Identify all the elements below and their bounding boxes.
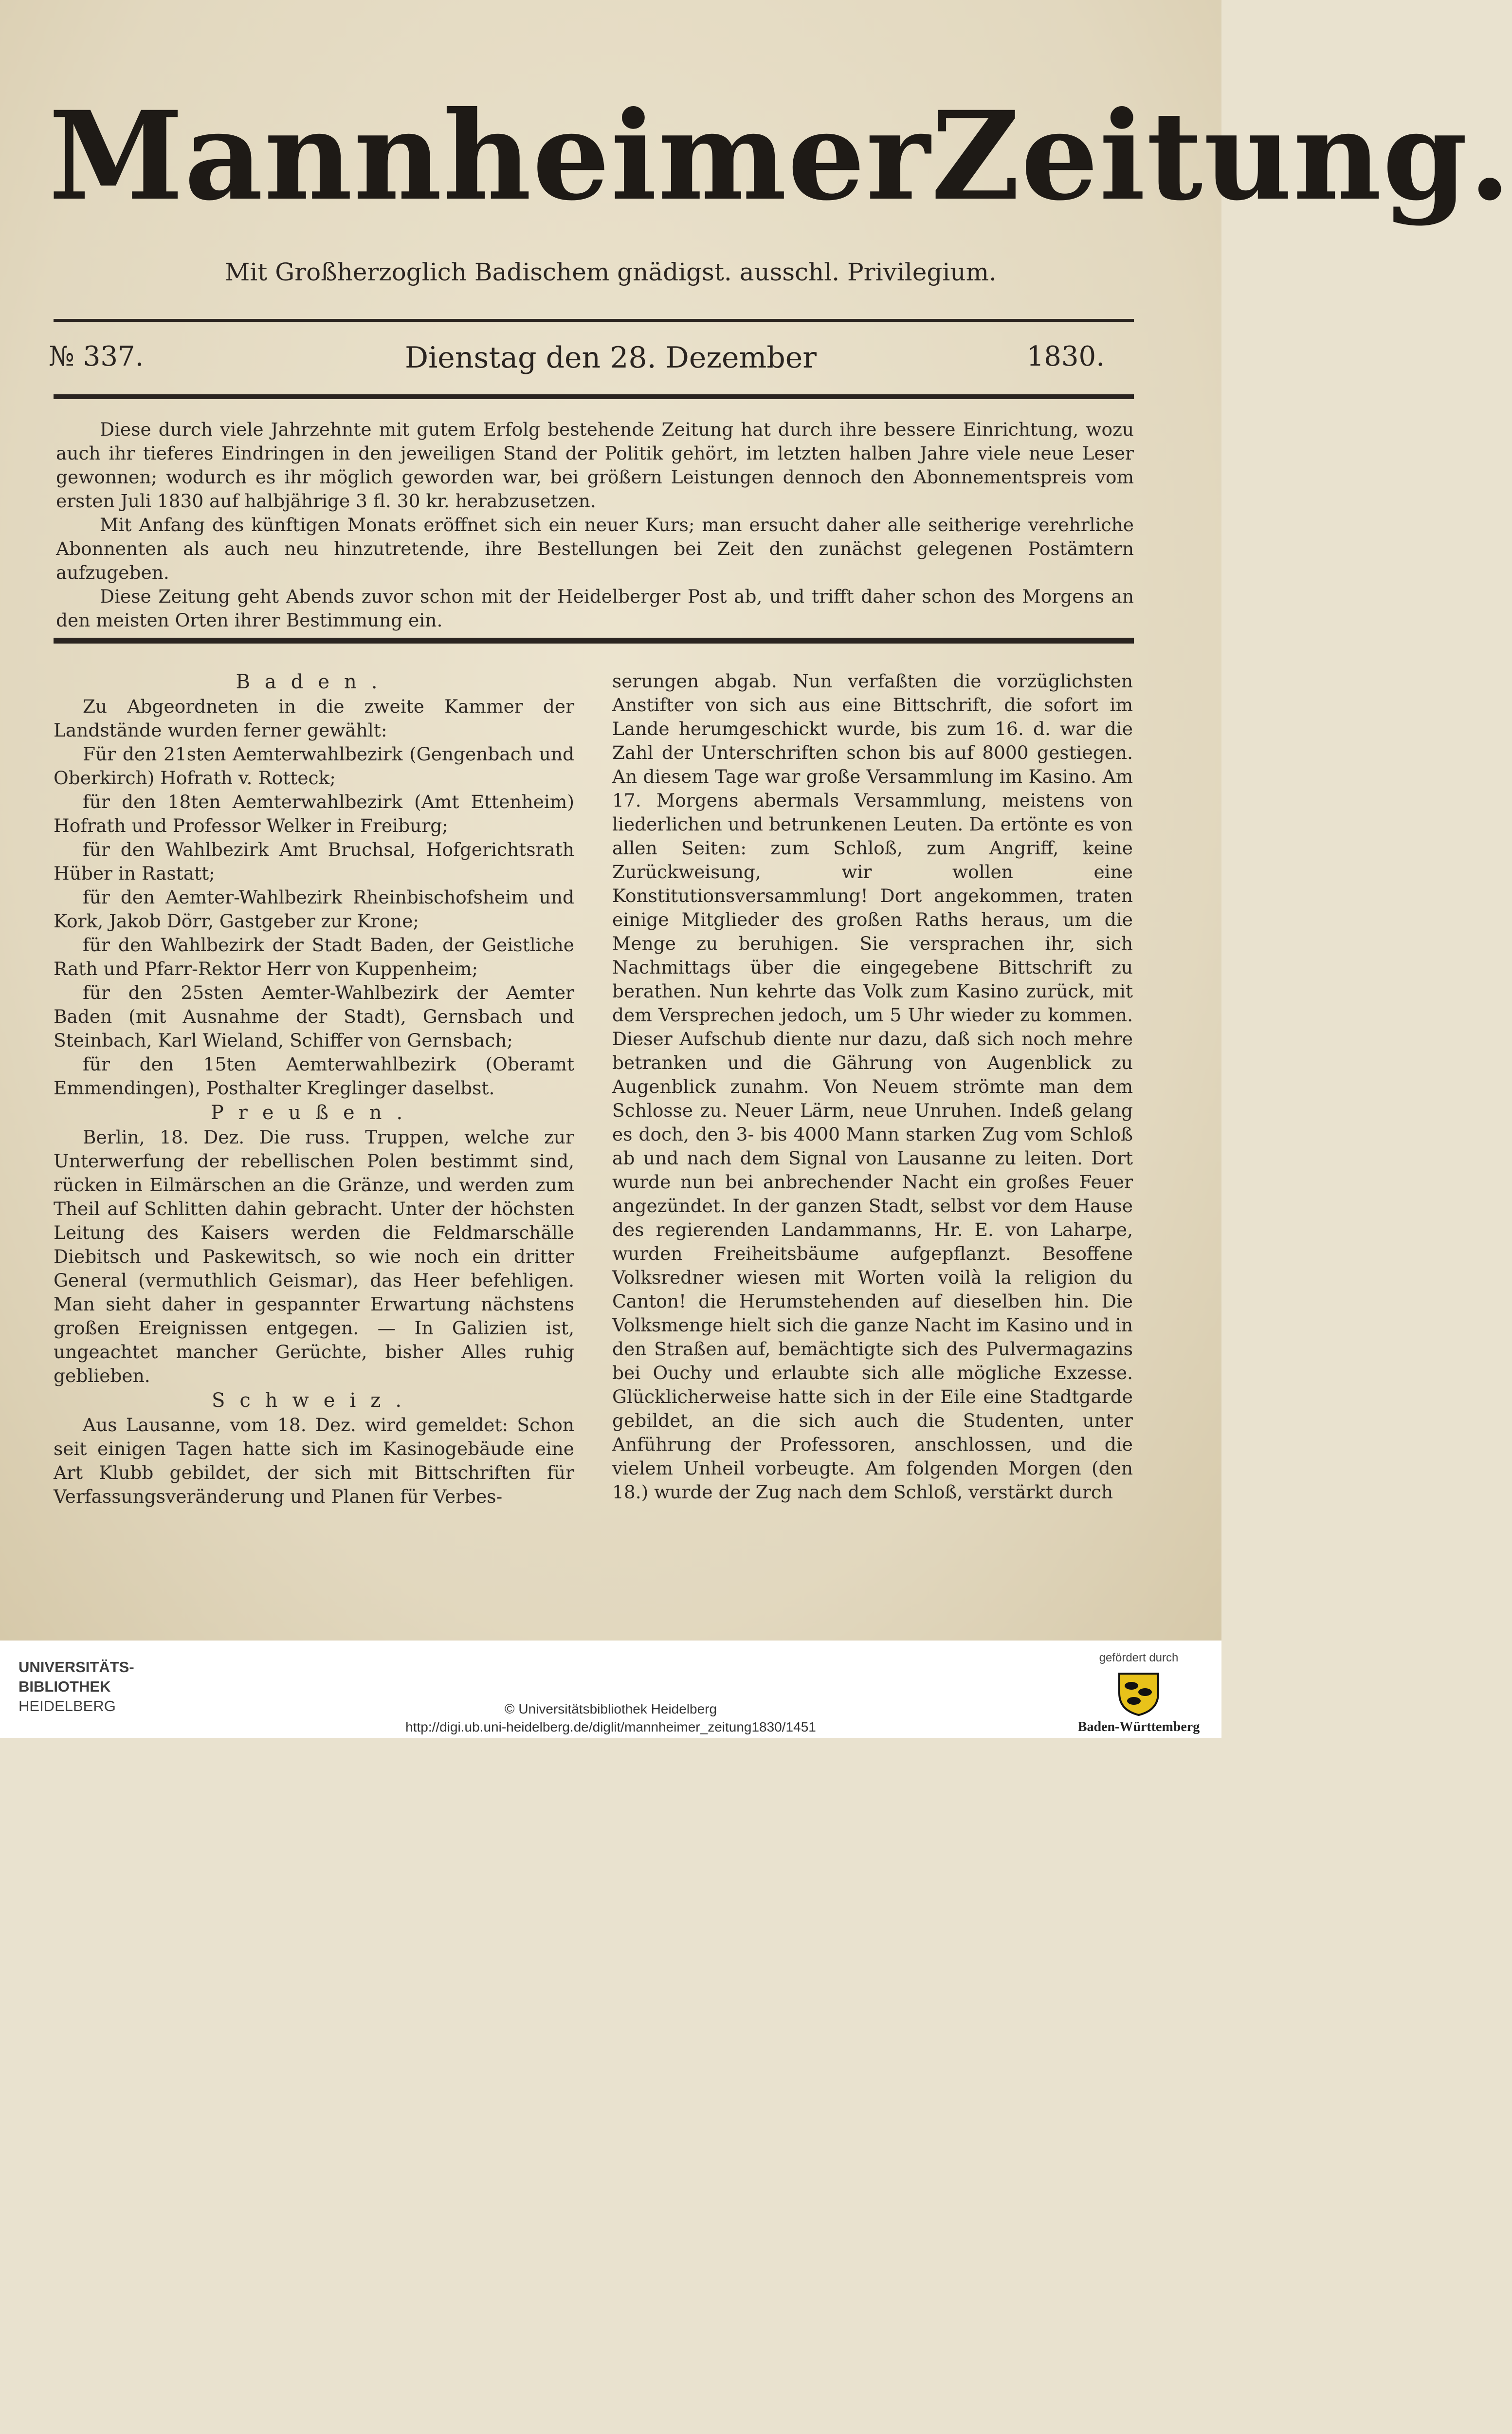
left-column bbox=[54, 669, 574, 1509]
masthead-word-mannheimer: Mannheimer bbox=[49, 84, 931, 227]
library-name-line: HEIDELBERG bbox=[18, 1697, 116, 1715]
copyright-notice: © Universitätsbibliothek Heidelberg bbox=[504, 1701, 717, 1716]
notice-paragraph: Mit Anfang des künftigen Monats eröffnet sich ein neuer Kurs; man ersucht daher alle seitherige verehrliche Abonnenten als auch neu hinzutretende, ihre Bestellungen bei Zeit den zunächst gelegenen Postämtern aufzugeben. bbox=[56, 514, 1134, 583]
masthead-word-zeitung: Zeitung. bbox=[931, 84, 1512, 227]
article-paragraph: Berlin, 18. Dez. Die russ. Truppen, welche zur Unterwerfung der rebellischen Polen bestimmt sind, rücken in Eilmärschen an die Gränze, und werden zum Theil auf Schlitten dahin gebracht. Unter der höchsten Leitung des Kaisers werden die Feldmarschälle Diebitsch und Paskewitsch, so wie noch ein dritter General (vermuthlich Geismar), das Heer befehligen. Man sieht daher in gespannter Erwartung nächstens großen Ereignissen entgegen. — In Galizien ist, ungeachtet mancher Gerüchte, bisher Alles ruhig geblieben. bbox=[54, 1126, 574, 1386]
article-paragraph: serungen abgab. Nun verfaßten die vorzüglichsten Anstifter von sich aus eine Bittschrift, die sofort im Lande herumgeschickt wurde, bis zum 16. d. war die Zahl der Unterschriften schon bis auf 8000 gestiegen. An diesem Tage war große Versammlung im Kasino. Am 17. Morgens abermals Versammlung, meistens von liederlichen und betrunkenen Leuten. Da ertönte es von allen Seiten: zum Schloß, zum Angriff, keine Zurückweisung, wir wollen eine Konstitutionsversammlung! Dort angekommen, traten einige Mitglieder des großen Raths heraus, um die Menge zu beruhigen. Sie versprachen ihr, sich Nachmittags über die eingegebene Bittschrift zu berathen. Nun kehrte das Volk zum Kasino zurück, mit dem Versprechen jedoch, um 5 Uhr wieder zu kommen. Dieser Aufschub diente nur dazu, daß sich noch mehre betranken und die Gährung von Augenblick zu Augenblick zunahm. Von Neuem strömte man dem Schlosse zu. Neuer Lärm, neue Unruhen. Indeß gelang es doch, den 3- bis 4000 Mann starken Zug vom Schloß ab und nach dem Signal von Lausanne zu leiten. Dort wurde nun bei anbrechender Nacht ein großes Feuer angezündet. In der ganzen Stadt, selbst vor dem Hause des regierenden Landammanns, Hr. E. von Laharpe, wurden Freiheitsbäume aufgepflanzt. Besoffene Volksredner wiesen mit Worten voilà la religion du Canton! die Herumstehenden auf dieselben hin. Die Volksmenge hielt sich die ganze Nacht im Kasino und in den Straßen auf, bemächtigte sich des Pulvermagazins bei Ouchy und erlaubte sich alle mögliche Exzesse. Glücklicherweise hatte sich in der Eile eine Stadtgarde gebildet, an die sich auch die Studenten, unter Anführung der Professoren, anschlossen, und die vielem Unheil vorbeugte. Am folgenden Morgen (den 18.) wurde der Zug nach dem Schloß, verstärkt durch bbox=[612, 670, 1133, 1503]
article-paragraph: für den Wahlbezirk der Stadt Baden, der Geistliche Rath und Pfarr-Rektor Herr von Kuppenheim; bbox=[54, 934, 574, 979]
notice-paragraph: Diese durch viele Jahrzehnte mit gutem Erfolg bestehende Zeitung hat durch ihre bessere Einrichtung, wozu auch ihr tieferes Eindringen in den jeweiligen Stand der Politik gehört, im letzten halben Jahre viele neue Leser gewonnen; wodurch es ihr möglich geworden war, bei größern Leistungen dennoch den Abonnementspreis vom ersten Juli 1830 auf halbjährige 3 fl. 30 kr. herabzusetzen. bbox=[56, 419, 1134, 512]
article-paragraph: Zu Abgeordneten in die zweite Kammer der Landstände wurden ferner gewählt: bbox=[54, 696, 574, 741]
section-heading-baden: Baden. bbox=[236, 671, 392, 693]
permalink-url[interactable]: http://digi.ub.uni-heidelberg.de/diglit/mannheimer_zeitung1830/1451 bbox=[405, 1719, 816, 1734]
baden-wuerttemberg-crest-icon bbox=[1112, 1669, 1166, 1717]
masthead-title bbox=[49, 84, 1512, 227]
article-paragraph: für den 15ten Aemterwahlbezirk (Oberamt Emmendingen), Posthalter Kreglinger daselbst. bbox=[54, 1053, 574, 1099]
issue-date: Dienstag den 28. Dezember bbox=[405, 341, 817, 375]
article-paragraph: für den Aemter-Wahlbezirk Rheinbischofsheim und Kork, Jakob Dörr, Gastgeber zur Krone; bbox=[54, 886, 574, 932]
issue-number: № 337. bbox=[49, 341, 144, 372]
article-paragraph: für den 25sten Aemter-Wahlbezirk der Aemter Baden (mit Ausnahme der Stadt), Gernsbach und Steinbach, Karl Wieland, Schiffer von Gernsbach; bbox=[54, 982, 574, 1051]
top-divider bbox=[54, 319, 1134, 322]
article-paragraph: für den 18ten Aemterwahlbezirk (Amt Ettenheim) Hofrath und Professor Welker in Freiburg; bbox=[54, 791, 574, 836]
article-paragraph: für den Wahlbezirk Amt Bruchsal, Hofgerichtsrath Hüber in Rastatt; bbox=[54, 839, 574, 884]
section-heading-preussen: Preußen. bbox=[210, 1102, 418, 1124]
article-paragraph: Aus Lausanne, vom 18. Dez. wird gemeldet: Schon seit einigen Tagen hatte sich im Kasinogebäude eine Art Klubb gebildet, der sich mit Bittschriften für Verfassungsveränderung und Planen für Verbes- bbox=[54, 1414, 574, 1507]
library-name-line: BIBLIOTHEK bbox=[18, 1678, 111, 1695]
issue-divider bbox=[54, 394, 1134, 399]
article-paragraph: Für den 21sten Aemterwahlbezirk (Gengenbach und Oberkirch) Hofrath v. Rotteck; bbox=[54, 743, 574, 789]
subscription-notice bbox=[56, 418, 1134, 632]
notice-paragraph: Diese Zeitung geht Abends zuvor schon mit der Heidelberger Post ab, und trifft daher schon des Morgens an den meisten Orten ihrer Bestimmung ein. bbox=[56, 586, 1134, 631]
library-name-line: UNIVERSITÄTS- bbox=[18, 1659, 134, 1676]
notice-divider bbox=[54, 638, 1134, 644]
funder-name: Baden-Württemberg bbox=[1077, 1719, 1200, 1734]
right-column bbox=[612, 669, 1133, 1504]
section-heading-schweiz: Schweiz. bbox=[211, 1389, 417, 1412]
funded-by-label: gefördert durch bbox=[1099, 1651, 1179, 1664]
privilege-line: Mit Großherzoglich Badischem gnädigst. ausschl. Privilegium. bbox=[225, 258, 997, 286]
issue-year: 1830. bbox=[1026, 341, 1105, 372]
